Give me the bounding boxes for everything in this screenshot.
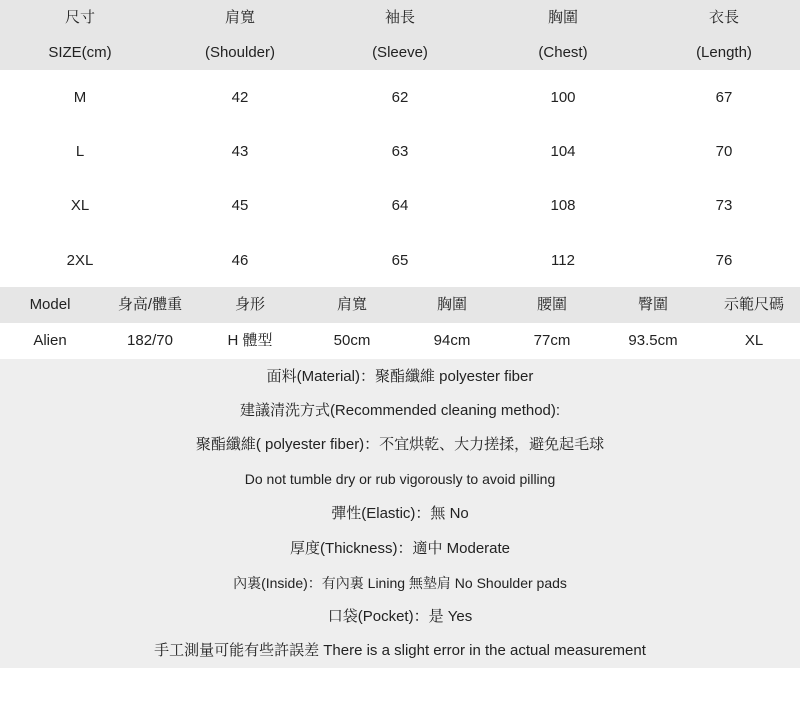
sleeve-cell: 62 (391, 89, 409, 106)
cleaning-method-note: 建議清洗方式(Recommended cleaning method): (239, 402, 561, 419)
model-table-row (0, 323, 800, 359)
model-table-header (0, 287, 800, 323)
model-height-weight: 182/70 (127, 332, 173, 349)
size-cell: L (75, 143, 85, 160)
length-cell: 76 (715, 252, 733, 269)
size-table-header (0, 0, 800, 70)
model-header-model: Model (29, 296, 71, 313)
length-cell: 73 (715, 197, 733, 214)
model-header-shoulder: 肩寬 (336, 296, 367, 313)
model-name: Alien (33, 332, 67, 349)
header-zh-shoulder: 肩寬 (224, 9, 255, 26)
product-notes (0, 359, 800, 668)
shoulder-cell: 43 (231, 143, 249, 160)
chest-cell: 112 (551, 252, 575, 269)
length-cell: 70 (715, 143, 733, 160)
model-waist: 77cm (533, 332, 571, 349)
model-chest: 94cm (433, 332, 471, 349)
shoulder-cell: 46 (231, 252, 249, 269)
care-instruction-zh: 聚酯纖維( polyester fiber)：不宜烘乾、大力搓揉，避免起毛球 (195, 436, 605, 453)
chest-cell: 100 (550, 89, 576, 106)
care-instruction-en: Do not tumble dry or rub vigorously to avoid pilling (244, 471, 556, 487)
model-header-chest: 胸圍 (436, 296, 467, 313)
sleeve-cell: 64 (391, 197, 409, 214)
header-zh-sleeve: 袖長 (384, 9, 415, 26)
inside-lining-note: 內裏(Inside)：有內裏 Lining 無墊肩 No Shoulder pads (233, 575, 567, 591)
model-shoulder: 50cm (333, 332, 371, 349)
length-cell: 67 (715, 89, 733, 106)
elastic-note: 彈性(Elastic)：無 No (331, 505, 469, 522)
header-zh-chest: 胸圍 (547, 9, 578, 26)
chest-cell: 108 (550, 197, 576, 214)
thickness-note: 厚度(Thickness)：適中 Moderate (289, 540, 511, 557)
header-zh-size: 尺寸 (64, 9, 95, 26)
model-demo-size: XL (744, 332, 764, 349)
pocket-note: 口袋(Pocket)：是 Yes (327, 608, 473, 625)
model-header-body-type: 身形 (234, 296, 265, 313)
header-zh-length: 衣長 (708, 9, 739, 26)
measurement-disclaimer: 手工測量可能有些許誤差 There is a slight error in the actual measurement (154, 642, 646, 659)
model-body-type: H 體型 (227, 332, 273, 349)
header-en-shoulder: (Shoulder) (204, 44, 276, 61)
material-note: 面料(Material)：聚酯纖維 polyester fiber (266, 368, 534, 385)
model-header-waist: 腰圍 (536, 296, 567, 313)
size-cell: 2XL (66, 252, 94, 269)
sleeve-cell: 65 (391, 252, 409, 269)
header-en-sleeve: (Sleeve) (372, 44, 428, 61)
header-en-chest: (Chest) (538, 44, 588, 61)
model-header-hip: 臀圍 (637, 296, 668, 313)
shoulder-cell: 45 (231, 197, 249, 214)
size-cell: M (73, 89, 87, 106)
model-header-demo-size: 示範尺碼 (723, 296, 784, 313)
sleeve-cell: 63 (391, 143, 409, 160)
model-hip: 93.5cm (628, 332, 678, 349)
shoulder-cell: 42 (231, 89, 249, 106)
bottom-margin (0, 668, 800, 704)
size-cell: XL (70, 197, 90, 214)
header-en-length: (Length) (696, 44, 752, 61)
size-table-body (0, 70, 800, 287)
header-en-size: SIZE(cm) (48, 44, 112, 61)
chest-cell: 104 (550, 143, 576, 160)
model-header-height-weight: 身高/體重 (117, 296, 183, 313)
